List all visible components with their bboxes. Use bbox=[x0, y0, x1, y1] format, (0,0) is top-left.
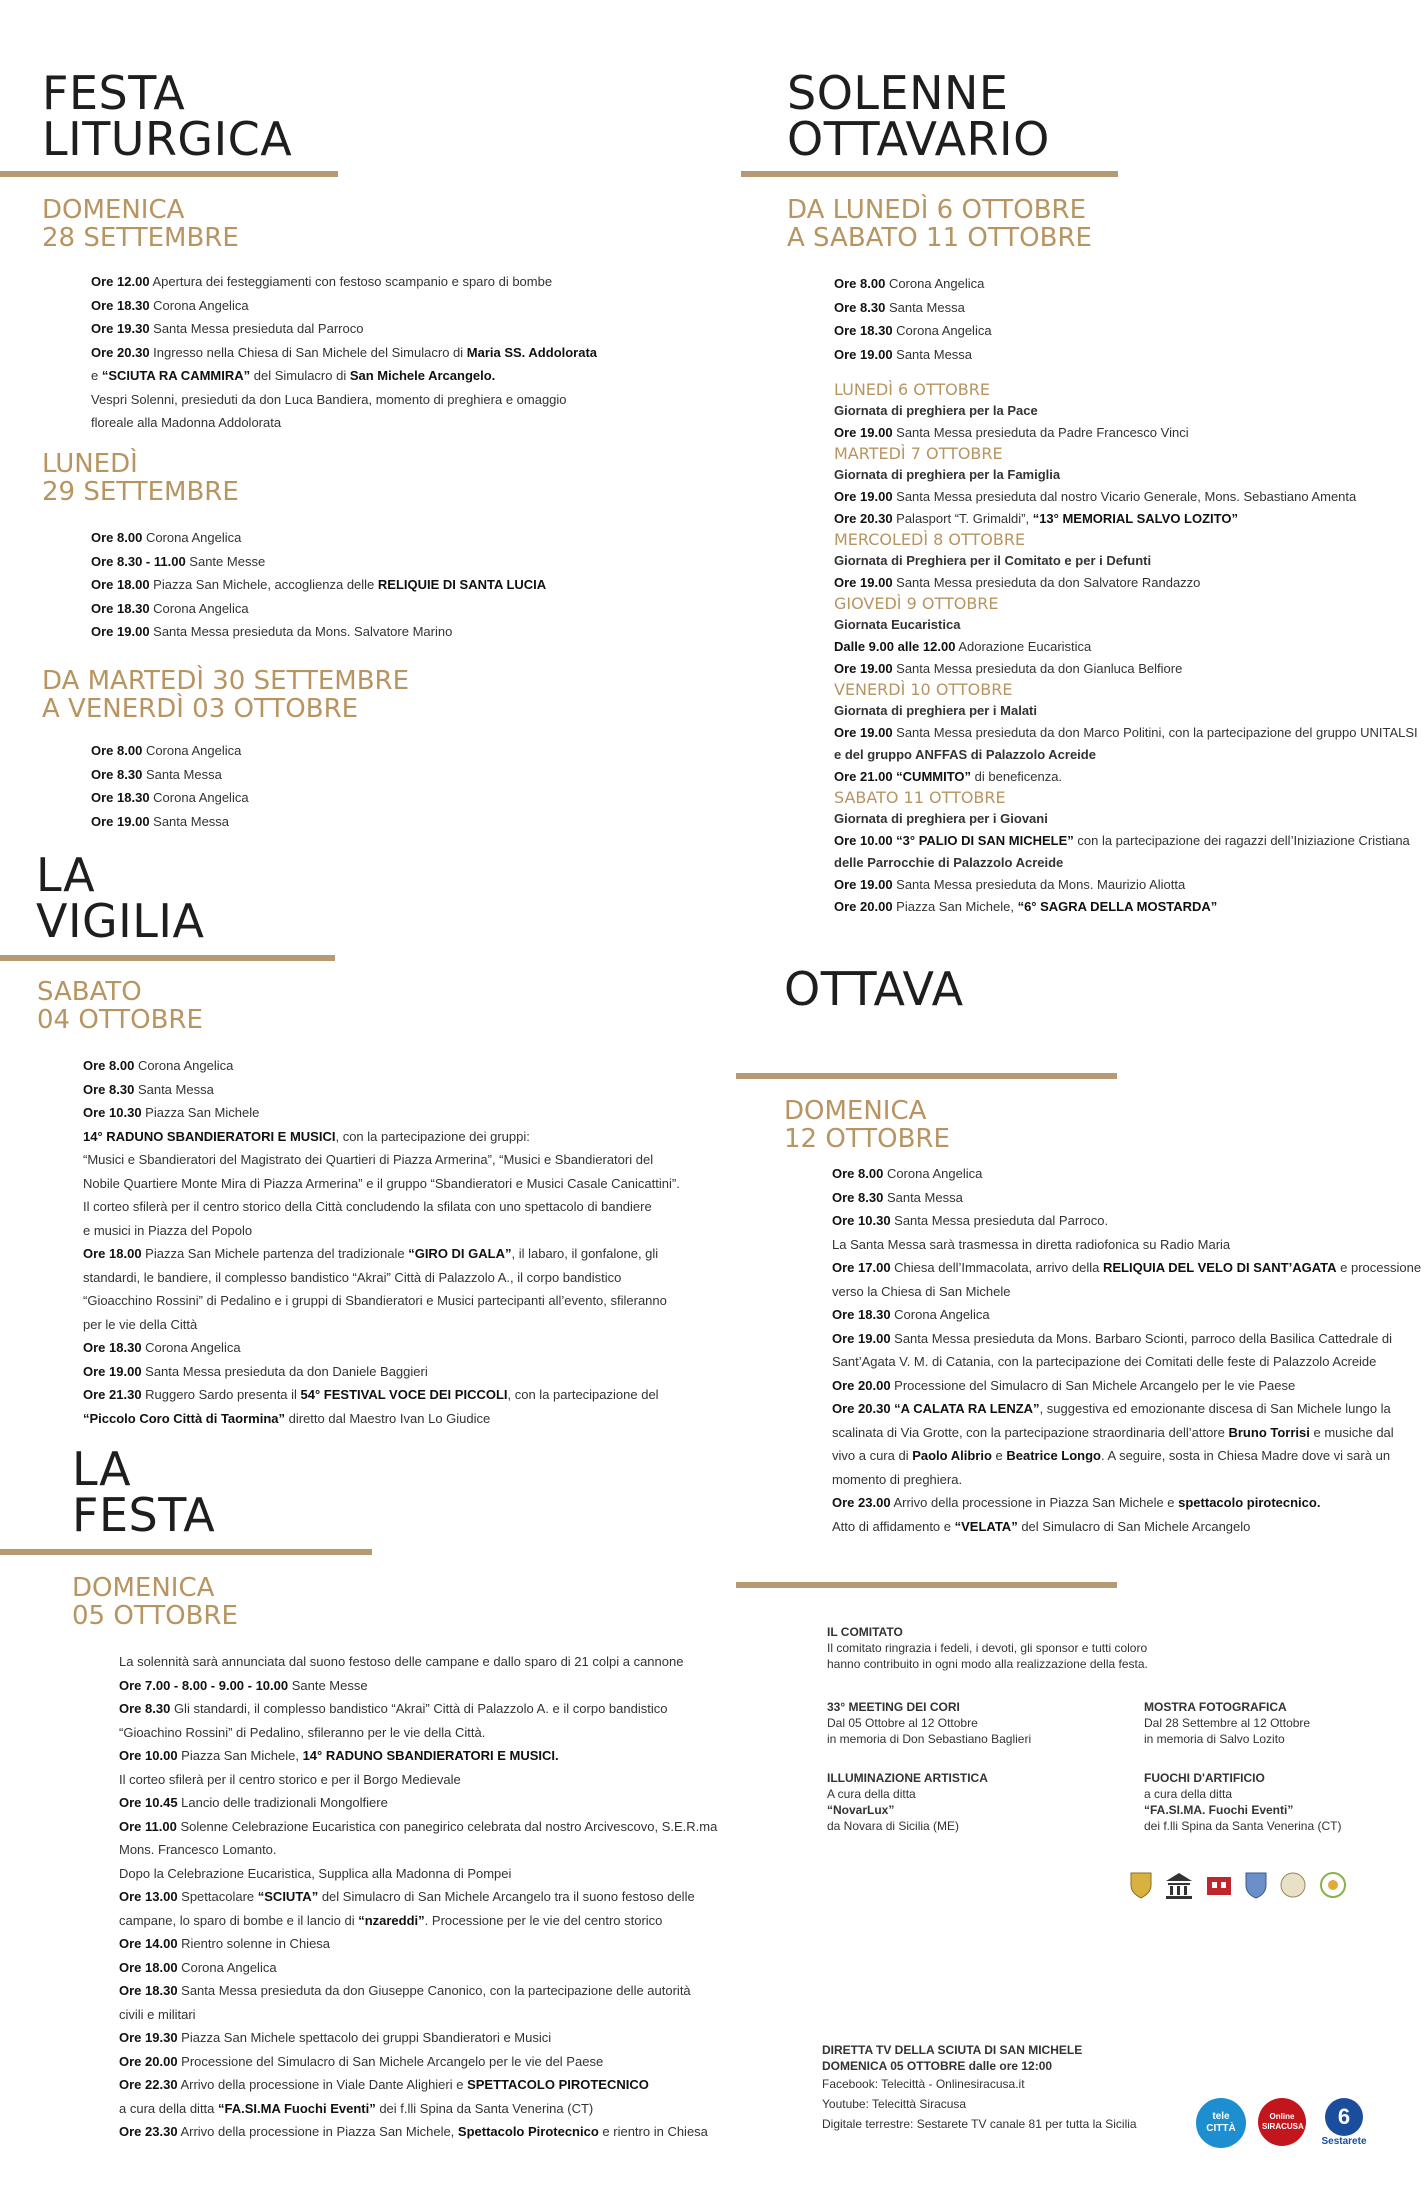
credit-line: in memoria di Don Sebastiano Baglieri bbox=[827, 1732, 1032, 1746]
schedule-line: Giornata di preghiera per i Malati bbox=[834, 703, 1037, 718]
schedule bbox=[834, 550, 1418, 594]
schedule-line: Ore 8.00 Corona Angelica bbox=[91, 530, 242, 545]
comitato bbox=[827, 1624, 1407, 1672]
divider bbox=[741, 171, 1118, 177]
credit-line: “FA.SI.MA. Fuochi Eventi” bbox=[1144, 1803, 1294, 1817]
credit-box bbox=[827, 1699, 1087, 1747]
schedule-line: Ore 7.00 - 8.00 - 9.00 - 10.00 Sante Messe bbox=[119, 1677, 368, 1693]
schedule-line: Ore 19.30 Santa Messa presieduta dal Parroco bbox=[91, 321, 364, 336]
schedule-line: Ore 20.00 Processione del Simulacro di San Michele Arcangelo per le vie del Paese bbox=[119, 2053, 604, 2069]
schedule-line: Ore 19.30 Piazza San Michele spettacolo dei gruppi Sbandieratori e Musici bbox=[119, 2030, 552, 2045]
schedule-line: Ore 10.30 Santa Messa presieduta dal Parroco. bbox=[832, 1213, 1109, 1228]
schedule-line: delle Parrocchie di Palazzolo Acreide bbox=[834, 855, 1064, 870]
schedule-line: “Gioachino Rossini” di Pedalino, sfileranno per le vie della Città. bbox=[119, 1724, 486, 1740]
credit-title: ILLUMINAZIONE ARTISTICA bbox=[827, 1771, 988, 1785]
schedule-line: Ore 20.00 Processione del Simulacro di San Michele Arcangelo per le vie Paese bbox=[832, 1377, 1296, 1393]
day-subheading: GIOVEDÌ 9 OTTOBRE bbox=[834, 594, 999, 613]
schedule-line: Ore 18.30 Corona Angelica bbox=[91, 600, 249, 616]
schedule-line: Ore 23.30 Arrivo della processione in Piazza San Michele, Spettacolo Pirotecnico e rientro in Chiesa bbox=[119, 2124, 708, 2139]
schedule-line: Ore 19.00 Santa Messa presieduta da Mons. Barbaro Scionti, parroco della Basilica Cattedrale di bbox=[832, 1330, 1393, 1346]
day-subheading: MARTEDÌ 7 OTTOBRE bbox=[834, 444, 1003, 463]
schedule-line: e musici in Piazza del Popolo bbox=[83, 1222, 253, 1238]
schedule-line: Ore 20.30 Ingresso nella Chiesa di San Michele del Simulacro di Maria SS. Addolorata bbox=[91, 344, 598, 360]
divider bbox=[736, 1582, 1117, 1588]
diretta-line: Youtube: Telecittà Siracusa bbox=[822, 2097, 967, 2111]
schedule bbox=[91, 526, 546, 644]
schedule-line: “Piccolo Coro Città di Taormina” diretto dal Maestro Ivan Lo Giudice bbox=[83, 1410, 491, 1426]
credit-line: Dal 28 Settembre al 12 Ottobre bbox=[1144, 1716, 1311, 1730]
schedule-line: Giornata Eucaristica bbox=[834, 617, 961, 632]
schedule-line: Giornata di preghiera per la Pace bbox=[834, 403, 1038, 418]
divider bbox=[0, 955, 335, 961]
schedule-line: Il corteo sfilerà per il centro storico e per il Borgo Medievale bbox=[119, 1771, 461, 1787]
schedule bbox=[834, 400, 1418, 444]
schedule-line: Ore 8.30 Santa Messa bbox=[83, 1081, 214, 1097]
schedule-line: Ore 18.30 Santa Messa presieduta da don Giuseppe Canonico, con la partecipazione delle autorità bbox=[119, 1983, 691, 1998]
schedule-line: Ore 8.30 Santa Messa bbox=[91, 766, 222, 782]
schedule bbox=[119, 1650, 717, 2144]
ottavario-days bbox=[834, 380, 1418, 918]
diretta-line: Digitale terrestre: Sestarete TV canale 81 per tutta la Sicilia bbox=[822, 2117, 1137, 2131]
credit-line: A cura della ditta bbox=[827, 1787, 916, 1801]
schedule-line: Ore 19.00 Santa Messa presieduta dal nostro Vicario Generale, Mons. Sebastiano Amenta bbox=[834, 489, 1357, 504]
credit-box bbox=[1144, 1699, 1404, 1747]
schedule-line: Ore 8.00 Corona Angelica bbox=[83, 1058, 234, 1073]
schedule-line: Ore 10.00 “3° PALIO DI SAN MICHELE” con la partecipazione dei ragazzi dell’Iniziazione Cristiana bbox=[834, 833, 1410, 848]
schedule bbox=[91, 739, 249, 833]
schedule-line: Ore 19.00 Santa Messa presieduta da Mons. Maurizio Aliotta bbox=[834, 877, 1186, 892]
schedule-line: Ore 14.00 Rientro solenne in Chiesa bbox=[119, 1936, 331, 1951]
schedule-line: “Gioacchino Rossini” di Pedalino e i gruppi di Sbandieratori e Musici partecipanti all’evento, sfileranno bbox=[83, 1293, 667, 1308]
schedule-line: Ore 8.00 Corona Angelica bbox=[834, 276, 985, 291]
schedule-line: Ore 19.00 Santa Messa presieduta da Padre Francesco Vinci bbox=[834, 425, 1189, 440]
schedule-line: 14° RADUNO SBANDIERATORI E MUSICI, con la partecipazione dei gruppi: bbox=[83, 1128, 530, 1144]
day-subheading: LUNEDÌ 6 OTTOBRE bbox=[834, 380, 990, 399]
day-heading: DOMENICA 12 OTTOBRE bbox=[784, 1096, 950, 1154]
day-heading: DOMENICA 28 SETTEMBRE bbox=[42, 195, 239, 253]
day-subheading: MERCOLEDÌ 8 OTTOBRE bbox=[834, 530, 1026, 549]
building-icon bbox=[1204, 1871, 1234, 1899]
vigilia-title: LA VIGILIA bbox=[36, 848, 205, 948]
schedule bbox=[834, 808, 1418, 918]
schedule-line: Ore 8.00 Corona Angelica bbox=[91, 743, 242, 758]
schedule-line: Ore 21.00 “CUMMITO” di beneficenza. bbox=[834, 769, 1063, 784]
festa-title: LA FESTA bbox=[72, 1442, 216, 1542]
credit-title: FUOCHI D'ARTIFICIO bbox=[1144, 1771, 1265, 1785]
schedule-line: Ore 20.30 Palasport “T. Grimaldi”, “13° MEMORIAL SALVO LOZITO” bbox=[834, 511, 1238, 526]
schedule-line: Ore 11.00 Solenne Celebrazione Eucaristica con panegirico celebrata dal nostro Arcivescovo, S.E.R.ma bbox=[119, 1818, 718, 1834]
schedule-line: Ore 19.00 Santa Messa presieduta da don Daniele Baggieri bbox=[83, 1363, 428, 1379]
schedule bbox=[834, 700, 1418, 788]
schedule-line: Ore 13.00 Spettacolare “SCIUTA” del Simulacro di San Michele Arcangelo tra il suono festoso delle bbox=[119, 1889, 695, 1904]
credit-title: MOSTRA FOTOGRAFICA bbox=[1144, 1700, 1287, 1714]
schedule-line: Ore 18.30 Corona Angelica bbox=[91, 790, 249, 805]
schedule-line: Ore 19.00 Santa Messa bbox=[91, 813, 230, 829]
schedule-line: Giornata di preghiera per i Giovani bbox=[834, 811, 1048, 826]
schedule-line: Ore 18.30 Corona Angelica bbox=[832, 1307, 990, 1322]
divider bbox=[0, 171, 338, 177]
comitato-text: hanno contribuito in ogni modo alla realizzazione della festa. bbox=[827, 1657, 1148, 1671]
diretta-subtitle: DOMENICA 05 OTTOBRE dalle ore 12:00 bbox=[822, 2059, 1053, 2073]
schedule-line: a cura della ditta “FA.SI.MA Fuochi Eventi” dei f.lli Spina da Santa Venerina (CT) bbox=[119, 2100, 594, 2116]
schedule-line: Ore 12.00 Apertura dei festeggiamenti con festoso scampanio e sparo di bombe bbox=[91, 274, 553, 289]
credit-line: in memoria di Salvo Lozito bbox=[1144, 1732, 1285, 1746]
credit-title: 33° MEETING DEI CORI bbox=[827, 1700, 960, 1714]
schedule-line: Ore 19.00 Santa Messa presieduta da don Salvatore Randazzo bbox=[834, 575, 1201, 590]
schedule-line: Ore 18.30 Corona Angelica bbox=[91, 297, 249, 313]
credit-line: dei f.lli Spina da Santa Venerina (CT) bbox=[1144, 1819, 1342, 1833]
schedule-line: Ore 8.30 - 11.00 Sante Messe bbox=[91, 553, 266, 569]
schedule-line: civili e militari bbox=[119, 2006, 196, 2022]
schedule-line: Ore 19.00 Santa Messa presieduta da don Gianluca Belfiore bbox=[834, 661, 1183, 676]
comitato-title: IL COMITATO bbox=[827, 1625, 903, 1639]
schedule-line: Ore 10.30 Piazza San Michele bbox=[83, 1105, 260, 1120]
sponsor-logos bbox=[1128, 1868, 1378, 1902]
schedule-line: Mons. Francesco Lomanto. bbox=[119, 1842, 277, 1857]
comitato-text: Il comitato ringrazia i fedeli, i devoti, gli sponsor e tutti coloro bbox=[827, 1641, 1148, 1655]
schedule bbox=[834, 464, 1418, 530]
schedule-line: Ore 8.00 Corona Angelica bbox=[832, 1166, 983, 1181]
schedule-line: Ore 21.30 Ruggero Sardo presenta il 54° FESTIVAL VOCE DEI PICCOLI, con la partecipazione del bbox=[83, 1387, 659, 1402]
shield-icon bbox=[1244, 1870, 1268, 1900]
schedule-line: Ore 19.00 Santa Messa bbox=[834, 346, 973, 362]
diretta-line: Facebook: Telecittà - Onlinesiracusa.it bbox=[822, 2077, 1025, 2091]
credit-line: da Novara di Sicilia (ME) bbox=[827, 1819, 960, 1833]
day-heading: DA MARTEDÌ 30 SETTEMBRE A VENERDÌ 03 OTTOBRE bbox=[42, 666, 410, 724]
schedule-line: scalinata di Via Grotte, con la partecipazione straordinaria dell’attore Bruno Torrisi e musiche dal bbox=[832, 1424, 1394, 1440]
divider bbox=[0, 1549, 372, 1555]
schedule-line: Ore 8.30 Gli standardi, il complesso bandistico “Akrai” Città di Palazzolo A. e il corpo bandistico bbox=[119, 1701, 668, 1716]
schedule-line: momento di preghiera. bbox=[832, 1471, 963, 1487]
credit-line: Dal 05 Ottobre al 12 Ottobre bbox=[827, 1716, 978, 1730]
day-heading: SABATO 04 OTTOBRE bbox=[37, 977, 203, 1035]
schedule-line: verso la Chiesa di San Michele bbox=[832, 1283, 1011, 1299]
schedule-line: Ore 18.00 Piazza San Michele partenza del tradizionale “GIRO DI GALA”, il labaro, il gonfalone, gli bbox=[83, 1246, 659, 1261]
star-logo-icon bbox=[1318, 1871, 1348, 1899]
schedule-line: Ore 20.30 “A CALATA RA LENZA”, suggestiva ed emozionante discesa di San Michele lungo la bbox=[832, 1401, 1391, 1416]
schedule-line: “Musici e Sbandieratori del Magistrato dei Quartieri di Piazza Armerina”, “Musici e Sbandieratori del bbox=[83, 1152, 654, 1167]
schedule-line: La solennità sarà annunciata dal suono festoso delle campane e dallo sparo di 21 colpi a cannone bbox=[119, 1654, 684, 1669]
sestarete-logo: 6 Sestarete bbox=[1318, 2098, 1370, 2154]
emblem-icon bbox=[1278, 1871, 1308, 1899]
schedule-line: Ore 17.00 Chiesa dell’Immacolata, arrivo della RELIQUIA DEL VELO DI SANT’AGATA e processione bbox=[832, 1260, 1422, 1275]
diretta-title: DIRETTA TV DELLA SCIUTA DI SAN MICHELE bbox=[822, 2043, 1083, 2057]
schedule-line: campane, lo sparo di bombe e il lancio di “nzareddi”. Processione per le vie del centro storico bbox=[119, 1912, 663, 1928]
day-subheading: SABATO 11 OTTOBRE bbox=[834, 788, 1006, 807]
museum-icon bbox=[1164, 1871, 1194, 1899]
telecitta-logo: tele CITTÀ bbox=[1196, 2098, 1246, 2148]
diretta-tv bbox=[822, 2042, 1182, 2134]
schedule-line: Nobile Quartiere Monte Mira di Piazza Armerina” e il gruppo “Sbandieratori e Musici Casale Canicattini”. bbox=[83, 1175, 680, 1191]
schedule-line: Ore 18.00 Piazza San Michele, accoglienza delle RELIQUIE DI SANTA LUCIA bbox=[91, 577, 547, 592]
coat-of-arms-icon bbox=[1128, 1870, 1154, 1900]
schedule-line: per le vie della Città bbox=[83, 1316, 198, 1332]
schedule-line: Ore 19.00 Santa Messa presieduta da Mons. Salvatore Marino bbox=[91, 624, 453, 639]
schedule-line: Dalle 9.00 alle 12.00 Adorazione Eucaristica bbox=[834, 639, 1092, 654]
credit-box bbox=[827, 1770, 1087, 1834]
schedule-line: Ore 10.45 Lancio delle tradizionali Mongolfiere bbox=[119, 1795, 388, 1810]
schedule-line: Ore 22.30 Arrivo della processione in Viale Dante Alighieri e SPETTACOLO PIROTECNICO bbox=[119, 2077, 649, 2092]
schedule bbox=[83, 1054, 680, 1430]
schedule-line: e del gruppo ANFFAS di Palazzolo Acreide bbox=[834, 747, 1096, 762]
divider bbox=[736, 1073, 1117, 1079]
schedule-line: e “SCIUTA RA CAMMIRA” del Simulacro di San Michele Arcangelo. bbox=[91, 368, 496, 383]
credit-line: a cura della ditta bbox=[1144, 1787, 1233, 1801]
credit-box bbox=[1144, 1770, 1414, 1834]
schedule-line: Ore 18.30 Corona Angelica bbox=[834, 323, 992, 338]
credit-line: “NovarLux” bbox=[827, 1803, 895, 1817]
schedule-line: standardi, le bandiere, il complesso bandistico “Akrai” Città di Palazzolo A., il corpo bandistico bbox=[83, 1269, 622, 1285]
schedule-line: La Santa Messa sarà trasmessa in diretta radiofonica su Radio Maria bbox=[832, 1236, 1231, 1252]
schedule-line: Dopo la Celebrazione Eucaristica, Supplica alla Madonna di Pompei bbox=[119, 1865, 512, 1881]
schedule-line: vivo a cura di Paolo Alibrio e Beatrice Longo. A seguire, sosta in Chiesa Madre dove vi sarà un bbox=[832, 1448, 1391, 1463]
schedule bbox=[834, 614, 1418, 680]
schedule-line: Atto di affidamento e “VELATA” del Simulacro di San Michele Arcangelo bbox=[832, 1518, 1251, 1534]
schedule-line: floreale alla Madonna Addolorata bbox=[91, 415, 282, 430]
schedule bbox=[834, 272, 992, 366]
schedule-line: Ore 18.00 Corona Angelica bbox=[119, 1959, 277, 1975]
day-heading: LUNEDÌ 29 SETTEMBRE bbox=[42, 449, 239, 507]
schedule-line: Ore 8.30 Santa Messa bbox=[832, 1189, 963, 1205]
festa-liturgica-title: FESTA LITURGICA bbox=[42, 66, 293, 166]
schedule bbox=[832, 1162, 1421, 1538]
day-subheading: VENERDÌ 10 OTTOBRE bbox=[834, 680, 1013, 699]
schedule-line: Giornata di Preghiera per il Comitato e per i Defunti bbox=[834, 553, 1152, 568]
schedule-line: Giornata di preghiera per la Famiglia bbox=[834, 467, 1061, 482]
schedule-line: Ore 20.00 Piazza San Michele, “6° SAGRA DELLA MOSTARDA” bbox=[834, 899, 1218, 914]
onlinesiracusa-logo: Online SIRACUSA bbox=[1258, 2098, 1306, 2146]
day-heading: DOMENICA 05 OTTOBRE bbox=[72, 1573, 238, 1631]
schedule-line: Il corteo sfilerà per il centro storico della Città concludendo la sfilata con uno spettacolo di bandiere bbox=[83, 1199, 652, 1214]
schedule-line: Sant’Agata V. M. di Catania, con la partecipazione dei Comitati delle feste di Palazzolo Acreide bbox=[832, 1354, 1377, 1369]
ottava-title: OTTAVA bbox=[784, 962, 964, 1016]
schedule-line: Ore 23.00 Arrivo della processione in Piazza San Michele e spettacolo pirotecnico. bbox=[832, 1495, 1321, 1510]
day-heading: DA LUNEDÌ 6 OTTOBRE A SABATO 11 OTTOBRE bbox=[787, 195, 1092, 253]
schedule bbox=[91, 270, 597, 435]
schedule-line: Ore 8.30 Santa Messa bbox=[834, 299, 965, 315]
schedule-line: Vespri Solenni, presieduti da don Luca Bandiera, momento di preghiera e omaggio bbox=[91, 391, 567, 407]
schedule-line: Ore 10.00 Piazza San Michele, 14° RADUNO SBANDIERATORI E MUSICI. bbox=[119, 1748, 559, 1763]
schedule-line: Ore 18.30 Corona Angelica bbox=[83, 1340, 241, 1355]
schedule-line: Ore 19.00 Santa Messa presieduta da don Marco Politini, con la partecipazione del gruppo UNITALSI bbox=[834, 725, 1418, 740]
ottavario-title: SOLENNE OTTAVARIO bbox=[787, 66, 1050, 166]
